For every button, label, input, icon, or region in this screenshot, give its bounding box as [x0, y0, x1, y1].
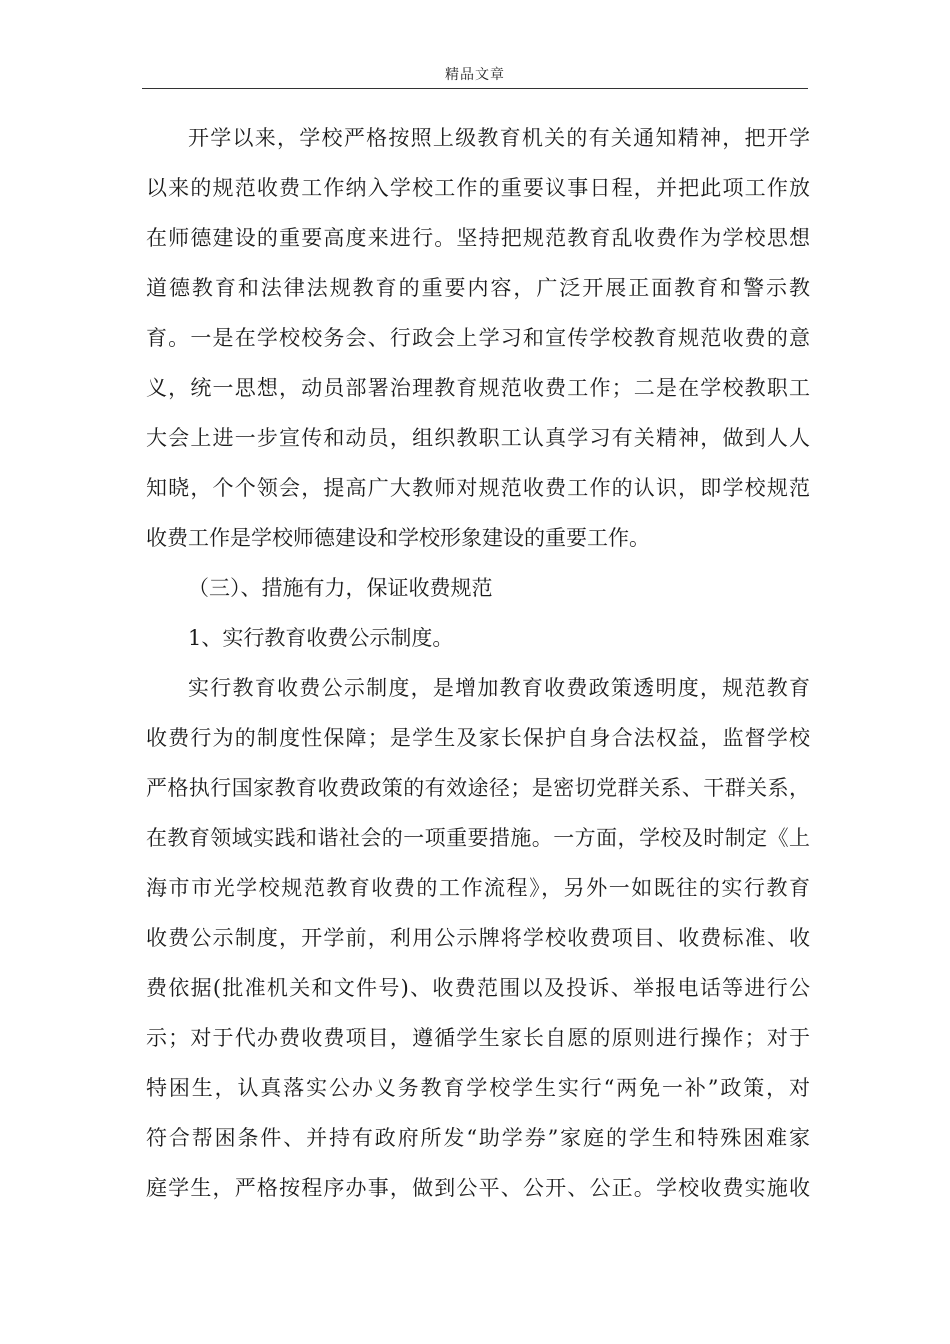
subsection-heading: 1、实行教育收费公示制度。 [188, 626, 454, 650]
text-line: 义，统一思想，动员部署治理教育规范收费工作；二是在学校教职工 [146, 376, 810, 400]
text-line: 庭学生，严格按程序办事，做到公平、公开、公正。学校收费实施收 [146, 1176, 810, 1200]
text-line: 道德教育和法律法规教育的重要内容，广泛开展正面教育和警示教 [146, 276, 810, 300]
text-line: 收费工作是学校师德建设和学校形象建设的重要工作。 [146, 526, 650, 550]
text-line: 收费公示制度，开学前，利用公示牌将学校收费项目、收费标准、收 [146, 926, 810, 950]
text-line: 海市市光学校规范教育收费的工作流程》，另外一如既往的实行教育 [146, 876, 810, 900]
page-header-title: 精品文章 [445, 67, 505, 83]
text-line: 费依据(批准机关和文件号)、收费范围以及投诉、举报电话等进行公 [146, 976, 810, 1000]
section-heading: （三）、措施有力，保证收费规范 [188, 576, 493, 600]
header-divider [142, 88, 808, 89]
text-line: 收费行为的制度性保障；是学生及家长保护自身合法权益，监督学校 [146, 726, 810, 750]
text-line: 特困生，认真落实公办义务教育学校学生实行“两免一补”政策，对 [146, 1076, 810, 1100]
text-line: 在教育领域实践和谐社会的一项重要措施。一方面，学校及时制定《上 [146, 826, 810, 850]
text-line: 知晓，个个领会，提高广大教师对规范收费工作的认识，即学校规范 [146, 476, 810, 500]
text-line: 大会上进一步宣传和动员，组织教职工认真学习有关精神，做到人人 [146, 426, 810, 450]
text-line: 育。一是在学校校务会、行政会上学习和宣传学校教育规范收费的意 [146, 326, 810, 350]
text-line: 实行教育收费公示制度，是增加教育收费政策透明度，规范教育 [188, 676, 810, 700]
text-line: 在师德建设的重要高度来进行。坚持把规范教育乱收费作为学校思想 [146, 226, 810, 250]
text-line: 符合帮困条件、并持有政府所发“助学券”家庭的学生和特殊困难家 [146, 1126, 810, 1150]
text-line: 示；对于代办费收费项目，遵循学生家长自愿的原则进行操作；对于 [146, 1026, 810, 1050]
text-line: 开学以来，学校严格按照上级教育机关的有关通知精神，把开学 [188, 126, 810, 150]
text-line: 以来的规范收费工作纳入学校工作的重要议事日程，并把此项工作放 [146, 176, 810, 200]
text-line: 严格执行国家教育收费政策的有效途径；是密切党群关系、干群关系， [146, 776, 810, 800]
